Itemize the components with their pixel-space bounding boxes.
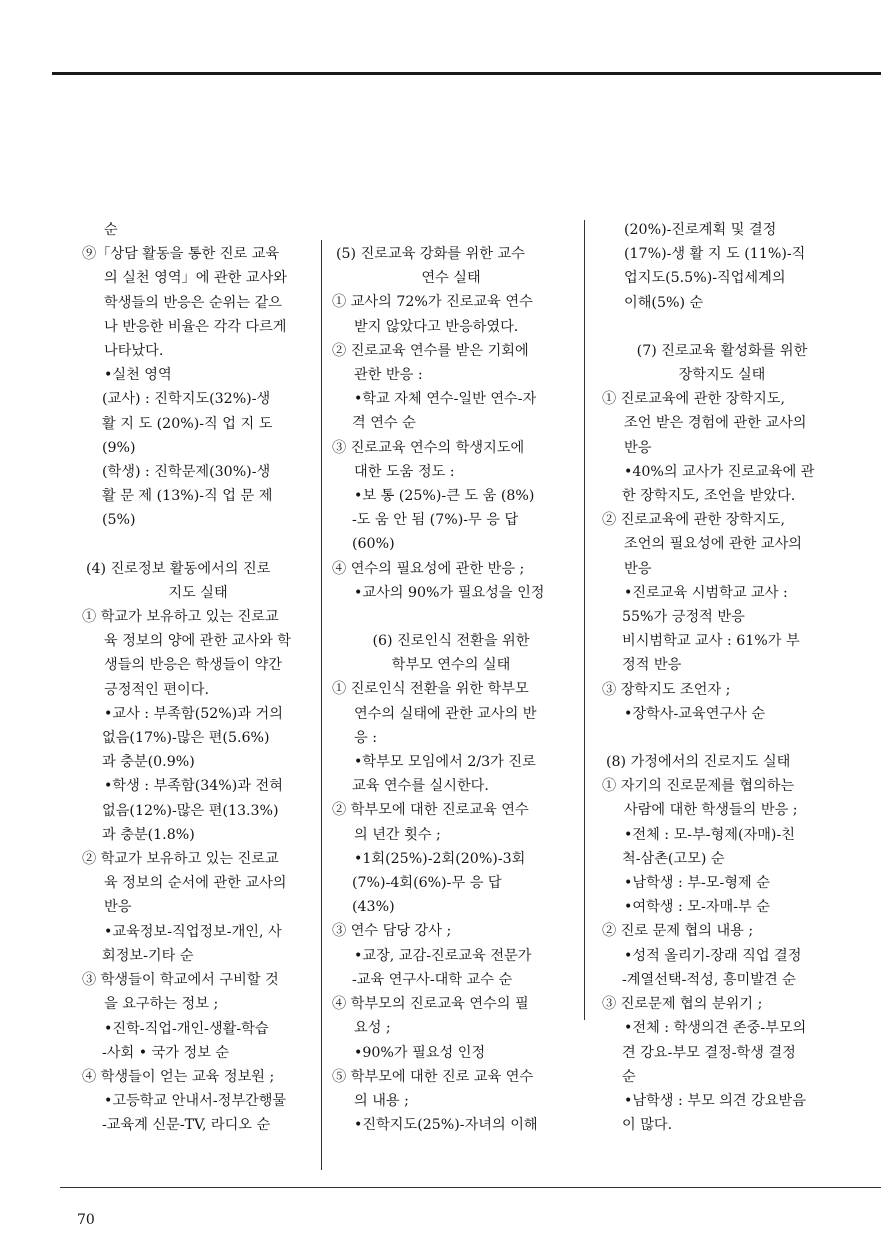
text-line: •40%의 교사가 진로교육에 관 [624, 463, 815, 480]
text-line: ③ 연수 담당 강사 ; [332, 923, 452, 940]
text-line: 과 충분(0.9%) [102, 754, 195, 771]
text-line: 학생들의 반응은 순위는 같으 [104, 294, 282, 311]
text-line: 이 많다. [622, 1117, 673, 1134]
text-line: 응 : [354, 729, 377, 746]
text-line: (8) 가정에서의 진로지도 실태 [606, 754, 791, 771]
header-rule [52, 72, 881, 75]
text-line: 순 [104, 222, 118, 238]
text-line: (5) 진로교육 강화를 위한 교수 [336, 246, 525, 262]
text-line: 조언의 필요성에 관한 교사의 [624, 536, 802, 553]
text-line: 학부모 연수의 실태 [391, 657, 511, 674]
text-line: ② 진로교육에 관한 장학지도, [602, 512, 785, 529]
text-line: 조언 받은 경험에 관한 교사의 [624, 415, 807, 432]
text-line: •실천 영역 [104, 367, 172, 384]
text-line: 대한 도움 정도 : [354, 463, 455, 480]
text-line: 을 요구하는 정보 ; [104, 996, 219, 1013]
text-line: (9%) [102, 439, 136, 456]
text-line: 비시범학교 교사 : 61%가 부 [622, 633, 800, 650]
text-line: ④ 학생들이 얻는 교육 정보원 ; [82, 1068, 275, 1085]
text-line: •보 통 (25%)-큰 도 움 (8%) [354, 488, 535, 505]
text-line: •남학생 : 부모 의견 강요받음 [624, 1092, 806, 1109]
text-line: 55%가 긍정적 반응 [622, 609, 745, 626]
paragraph-gap [602, 315, 842, 339]
text-line: (20%)-진로계획 및 결정 [624, 222, 777, 238]
text-line: •여학생 : 모-자매-부 순 [624, 899, 770, 916]
text-line: 장학지도 실태 [678, 367, 766, 384]
text-line: •교사의 90%가 필요성을 인정 [354, 584, 545, 601]
text-line: 회정보-기타 순 [102, 947, 194, 964]
text-line: -교육계 신문-TV, 라디오 순 [102, 1117, 271, 1134]
text-line: 의 년간 횟수 ; [354, 826, 441, 843]
paragraph-gap [332, 218, 570, 242]
text-line: •고등학교 안내서-정부간행물 [104, 1093, 287, 1110]
text-line: 이해(5%) 순 [624, 294, 704, 311]
text-line: 업지도(5.5%)-직업세계의 [624, 270, 786, 287]
text-line: 반응 [624, 439, 652, 456]
text-line: 정적 반응 [622, 657, 682, 674]
text-line: 의 실천 영역」에 관한 교사와 [104, 270, 287, 287]
text-line: 육 정보의 양에 관한 교사와 학 [104, 633, 292, 650]
text-line: 척-삼촌(고모) 순 [622, 850, 725, 867]
text-line: ③ 진로교육 연수의 학생지도에 [332, 439, 525, 456]
text-line: -계열선택-적성, 흥미발견 순 [622, 971, 796, 988]
text-line: 없음(17%)-많은 편(5.6%) [102, 730, 270, 747]
text-line: ② 학교가 보유하고 있는 진로교 [82, 851, 279, 868]
text-line: (4) 진로정보 활동에서의 진로 [86, 560, 271, 577]
text-line: •전체 : 모-부-형제(자매)-친 [624, 826, 795, 843]
text-line: •교장, 교감-진로교육 전문가 [354, 947, 532, 964]
text-line: 반응 [104, 899, 132, 916]
page-number: 70 [77, 1212, 95, 1228]
text-line: 긍정적인 편이다. [104, 681, 209, 698]
text-line: 없음(12%)-많은 편(13.3%) [102, 802, 279, 819]
text-line: (학생) : 진학문제(30%)-생 [102, 464, 271, 481]
footer-rule [60, 1187, 881, 1188]
text-line: •진로교육 시범학교 교사 : [624, 584, 788, 601]
text-line: 관한 반응 : [354, 367, 423, 384]
text-line: 과 충분(1.8%) [102, 826, 195, 843]
text-line: •진학-직업-개인-생활-학습 [104, 1020, 269, 1037]
paragraph-gap [82, 533, 314, 557]
text-line: ② 진로교육 연수를 받은 기회에 [332, 342, 529, 359]
text-line: 사람에 대한 학생들의 반응 ; [624, 802, 798, 819]
text-line: ③ 학생들이 학교에서 구비할 것 [82, 972, 279, 989]
text-line: -교육 연구사-대학 교수 순 [352, 971, 513, 988]
text-line: •진학지도(25%)-자녀의 이해 [354, 1117, 538, 1134]
text-line: ③ 진로문제 협의 분위기 ; [602, 996, 763, 1013]
text-line: 교육 연수를 실시한다. [352, 778, 489, 795]
text-line: ⑤ 학부모에 대한 진로 교육 연수 [332, 1068, 534, 1085]
text-line: (7%)-4회(6%)-무 응 답 [352, 875, 502, 892]
text-line: •학생 : 부족함(34%)과 전혀 [104, 778, 283, 795]
column-divider-1 [321, 240, 322, 1170]
column-divider-2 [584, 220, 585, 1020]
text-line: ① 교사의 72%가 진로교육 연수 [332, 294, 533, 311]
text-line: •전체 : 학생의견 존중-부모의 [624, 1020, 807, 1037]
paragraph-gap [332, 605, 570, 629]
text-line: •학교 자체 연수-일반 연수-자 [354, 391, 537, 408]
text-line: 의 내용 ; [354, 1092, 409, 1109]
text-column-2 [332, 218, 570, 1137]
text-line: ④ 연수의 필요성에 관한 반응 ; [332, 560, 525, 577]
text-line: 한 장학지도, 조언을 받았다. [622, 488, 796, 505]
text-line: •1회(25%)-2회(20%)-3회 [354, 850, 526, 867]
text-line: •90%가 필요성 인정 [354, 1044, 486, 1061]
text-line: (6) 진로인식 전환을 위한 [372, 633, 530, 650]
text-column-3 [602, 218, 842, 1137]
text-line: (교사) : 진학지도(32%)-생 [102, 391, 271, 408]
text-line: 활 지 도 (20%)-직 업 지 도 [102, 415, 273, 432]
paragraph-gap [602, 726, 842, 750]
text-line: ① 진로인식 전환을 위한 학부모 [332, 681, 529, 698]
text-line: 견 강요-부모 결정-학생 결정 [622, 1044, 796, 1061]
text-line: 활 문 제 (13%)-직 업 문 제 [102, 488, 273, 505]
text-line: 연수 실태 [421, 270, 481, 287]
text-line: 순 [622, 1068, 636, 1085]
text-line: 연수의 실태에 관한 교사의 반 [354, 705, 537, 722]
text-line: ① 진로교육에 관한 장학지도, [602, 391, 785, 408]
text-line: ③ 장학지도 조언자 ; [602, 681, 731, 698]
text-line: •교육정보-직업정보-개인, 사 [104, 923, 282, 940]
text-line: -도 움 안 됨 (7%)-무 응 답 [352, 512, 519, 529]
text-line: (43%) [352, 899, 395, 916]
text-line: 나타났다. [104, 343, 164, 360]
text-line: -사회 • 국가 정보 순 [102, 1044, 230, 1061]
text-line: •교사 : 부족함(52%)과 거의 [104, 705, 283, 722]
text-line: ① 학교가 보유하고 있는 진로교 [82, 609, 279, 626]
text-line: •성적 올리기-장래 직업 결정 [624, 947, 802, 964]
text-line: ⑨「상담 활동을 통한 진로 교육 [82, 246, 280, 263]
text-line: (60%) [352, 536, 395, 553]
text-line: 나 반응한 비율은 각각 다르게 [104, 318, 287, 335]
text-line: ① 자기의 진로문제를 협의하는 [602, 778, 795, 795]
text-line: 받지 않았다고 반응하였다. [354, 318, 519, 335]
text-line: ② 학부모에 대한 진로교육 연수 [332, 802, 529, 819]
text-line: ④ 학부모의 진로교육 연수의 필 [332, 996, 529, 1013]
text-line: (7) 진로교육 활성화를 위한 [636, 342, 808, 359]
text-line: •장학사-교육연구사 순 [624, 705, 766, 722]
text-line: 생들의 반응은 학생들이 약간 [104, 657, 282, 674]
text-line: 지도 실태 [168, 584, 228, 601]
text-line: •학부모 모임에서 2/3가 진로 [354, 754, 536, 771]
text-line: 요성 ; [354, 1020, 391, 1037]
text-column-1 [82, 218, 314, 1138]
text-line: •남학생 : 부-모-형제 순 [624, 875, 770, 892]
text-line: ② 진로 문제 협의 내용 ; [602, 923, 754, 940]
text-line: 반응 [624, 560, 652, 577]
text-line: 육 정보의 순서에 관한 교사의 [104, 875, 287, 892]
text-line: (17%)-생 활 지 도 (11%)-직 [624, 246, 806, 263]
text-line: (5%) [102, 512, 136, 529]
text-line: 격 연수 순 [352, 415, 416, 432]
